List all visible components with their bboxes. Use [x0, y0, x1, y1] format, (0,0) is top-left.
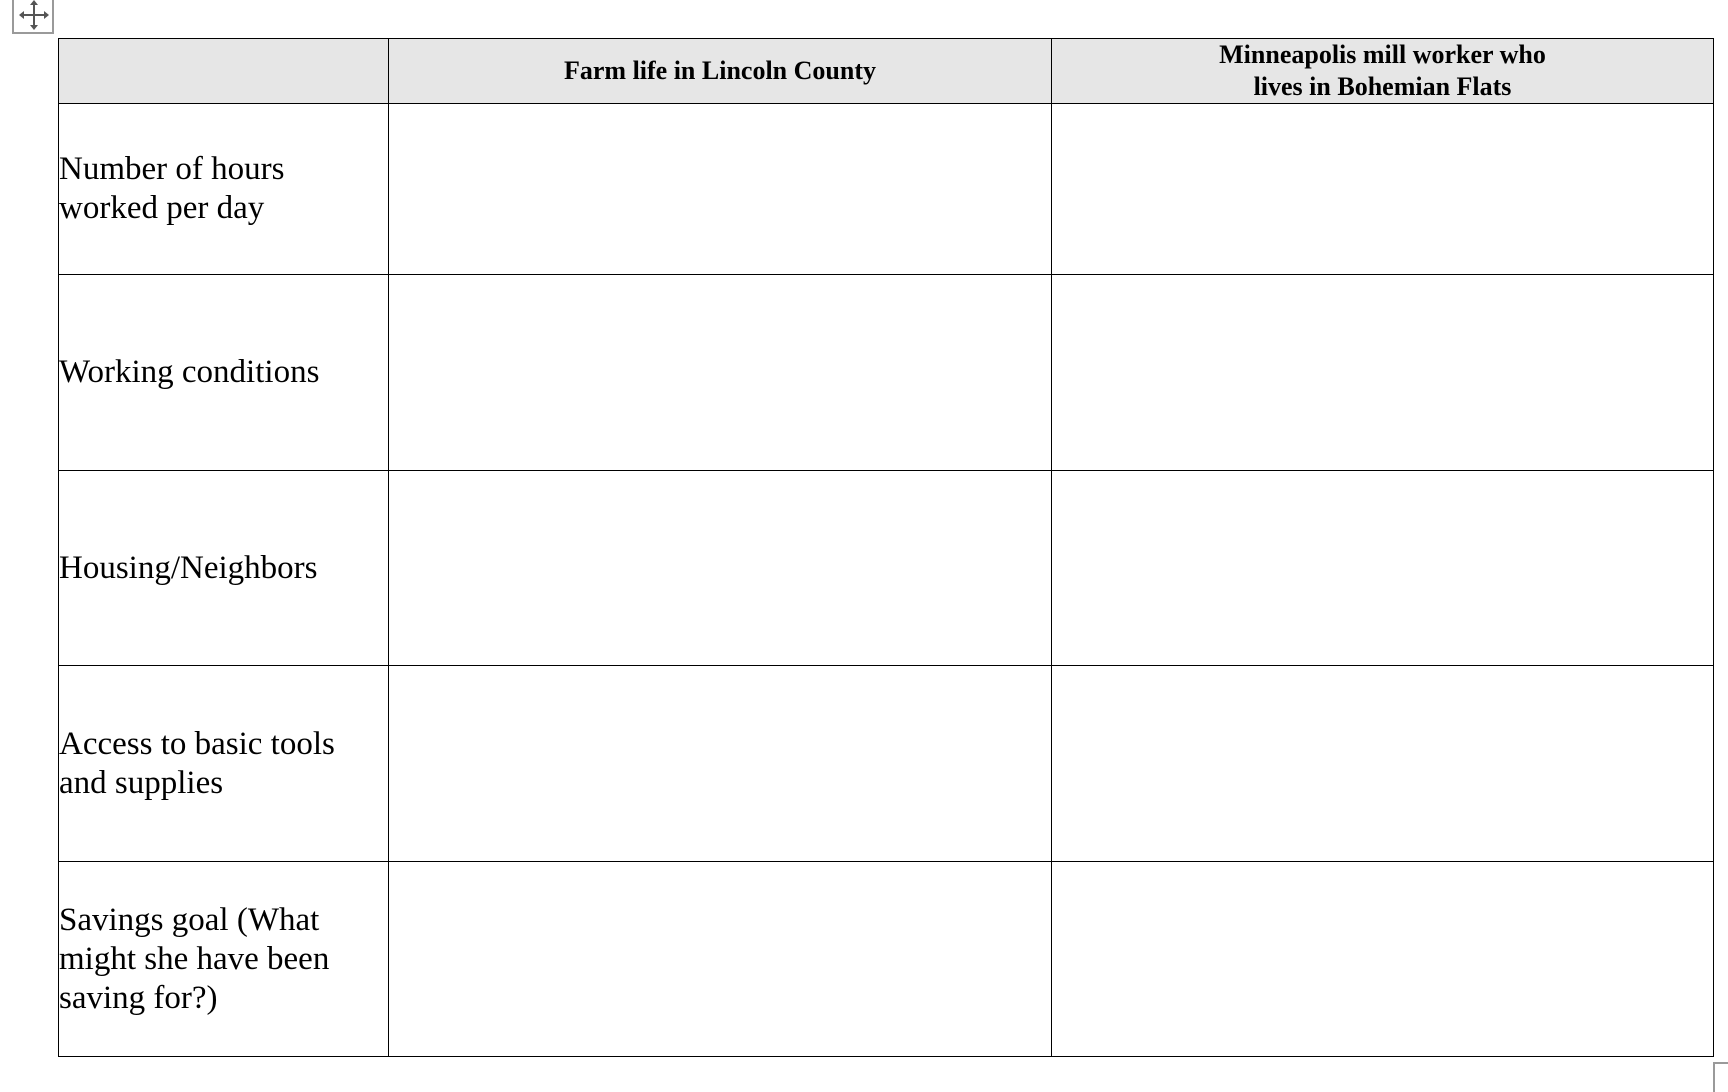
row-label-line: worked per day [59, 190, 265, 226]
table-move-handle[interactable] [12, 0, 54, 34]
table-row-savings-goal [59, 862, 1714, 1057]
row-label-line: Number of hours [59, 151, 285, 187]
comparison-table [58, 38, 1714, 1057]
row-label-line: might she have been [59, 940, 330, 977]
table-resize-icon[interactable] [1713, 1062, 1728, 1092]
header-farm-life[interactable]: Farm life in Lincoln County [389, 39, 1052, 104]
row-label-hours[interactable] [59, 104, 389, 275]
row-label-line: Access to basic tools [59, 725, 335, 762]
header-corner-cell[interactable] [59, 39, 389, 104]
answer-cell-mill-working-conditions[interactable] [1052, 275, 1714, 471]
row-label-line: and supplies [59, 764, 224, 801]
answer-cell-mill-savings-goal[interactable] [1052, 862, 1714, 1057]
table-row-working-conditions [59, 275, 1714, 471]
answer-cell-mill-tools-supplies[interactable] [1052, 666, 1714, 862]
row-label-savings-goal[interactable] [59, 862, 389, 1057]
table-row-housing [59, 471, 1714, 666]
answer-cell-mill-hours[interactable] [1052, 104, 1714, 275]
row-label-line: saving for?) [59, 979, 218, 1016]
answer-cell-mill-housing[interactable] [1052, 471, 1714, 666]
row-label-tools-supplies[interactable] [59, 666, 389, 862]
answer-cell-farm-working-conditions[interactable] [389, 275, 1052, 471]
row-label-line: Working conditions [59, 354, 320, 390]
row-label-working-conditions[interactable] [59, 275, 389, 471]
header-row [59, 39, 1714, 104]
row-label-housing[interactable] [59, 471, 389, 666]
row-label-line: Savings goal (What [59, 901, 320, 938]
answer-cell-farm-tools-supplies[interactable] [389, 666, 1052, 862]
header-mill-worker-line-1: Minneapolis mill worker who [1219, 40, 1546, 69]
header-mill-worker[interactable] [1052, 39, 1714, 104]
table-row-hours [59, 104, 1714, 275]
header-mill-worker-line-2: lives in Bohemian Flats [1253, 72, 1512, 101]
table-row-tools-supplies [59, 666, 1714, 862]
answer-cell-farm-hours[interactable] [389, 104, 1052, 275]
answer-cell-farm-savings-goal[interactable] [389, 862, 1052, 1057]
row-label-line: Housing/Neighbors [59, 549, 318, 586]
move-arrows-icon [19, 0, 49, 30]
answer-cell-farm-housing[interactable] [389, 471, 1052, 666]
